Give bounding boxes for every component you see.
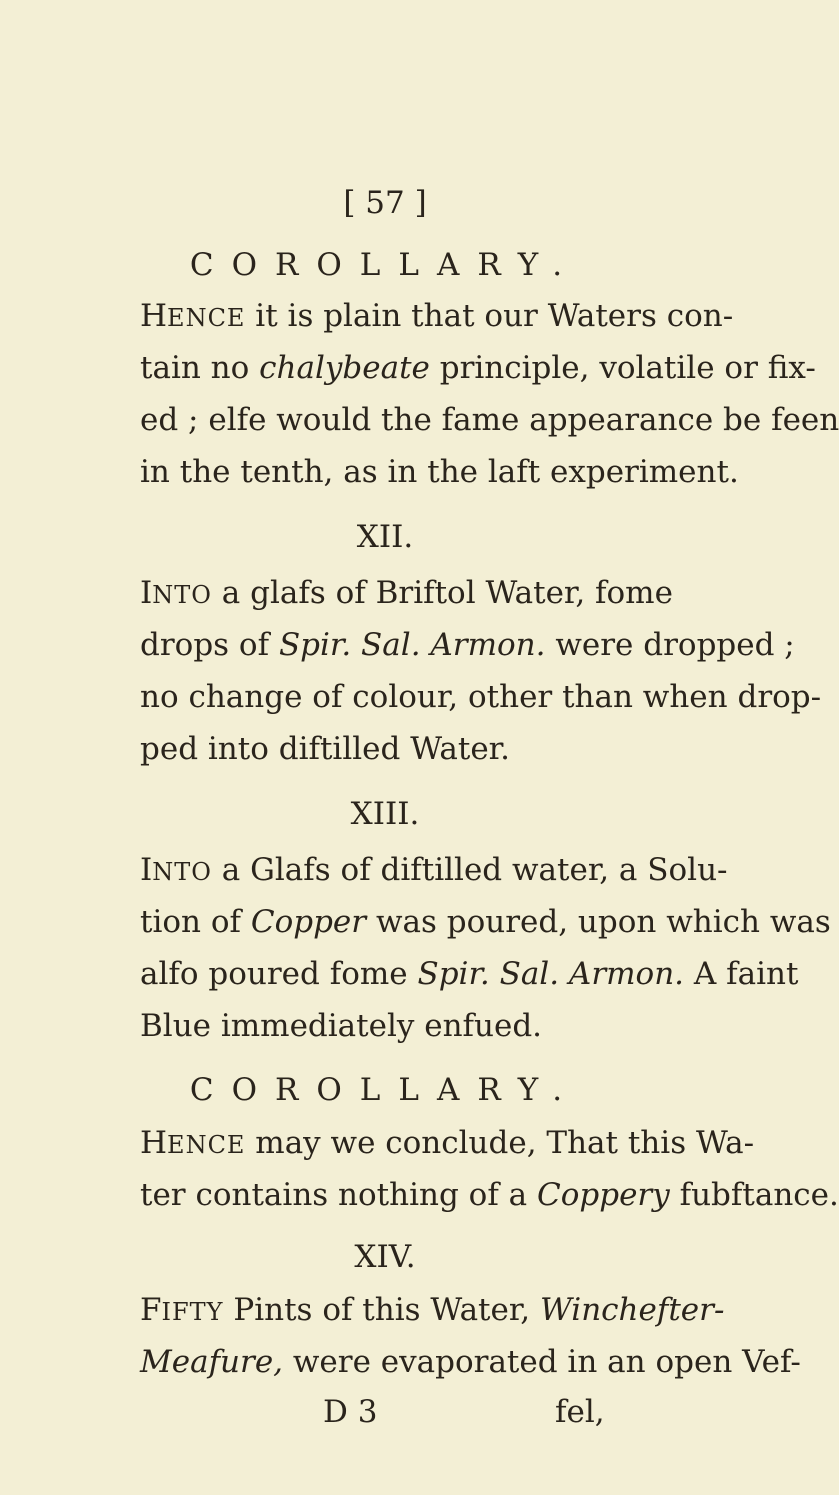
paragraph-line: HENCE it is plain that our Waters con- xyxy=(140,298,734,334)
paragraph-line: ter contains nothing of a Coppery fubftance. xyxy=(140,1177,839,1213)
heading-corollary-1: COROLLARY. xyxy=(189,247,581,283)
paragraph-line: ed ; elfe would the fame appearance be feen xyxy=(140,402,839,438)
paragraph-line: ped into diftilled Water. xyxy=(140,731,510,767)
paragraph-line: alfo poured fome Spir. Sal. Armon. A faint xyxy=(140,956,799,992)
heading-xiii: XIII. xyxy=(350,796,420,832)
paragraph-line: HENCE may we conclude, That this Wa- xyxy=(140,1125,755,1161)
paragraph-line: Meafure, were evaporated in an open Vef- xyxy=(140,1344,801,1380)
catchword: fel, xyxy=(555,1394,605,1430)
paragraph-line: tain no chalybeate principle, volatile or fix- xyxy=(140,350,816,386)
paragraph-line: INTO a Glafs of diftilled water, a Solu- xyxy=(140,852,728,888)
paragraph-line: INTO a glafs of Briftol Water, fome xyxy=(140,575,673,611)
paragraph-line: Blue immediately enfued. xyxy=(140,1008,543,1044)
heading-corollary-2: COROLLARY. xyxy=(189,1072,581,1108)
paragraph-line: in the tenth, as in the laft experiment. xyxy=(140,454,739,490)
heading-xiv: XIV. xyxy=(354,1239,416,1275)
heading-xii: XII. xyxy=(356,519,414,555)
paragraph-line: drops of Spir. Sal. Armon. were dropped ; xyxy=(140,627,795,663)
paragraph-line: no change of colour, other than when drop- xyxy=(140,679,822,715)
page-number: [ 57 ] xyxy=(343,185,427,221)
paragraph-line: tion of Copper was poured, upon which was xyxy=(140,904,831,940)
paragraph-line: FIFTY Pints of this Water, Winchefter- xyxy=(140,1292,725,1328)
signature-mark: D 3 xyxy=(323,1394,378,1430)
